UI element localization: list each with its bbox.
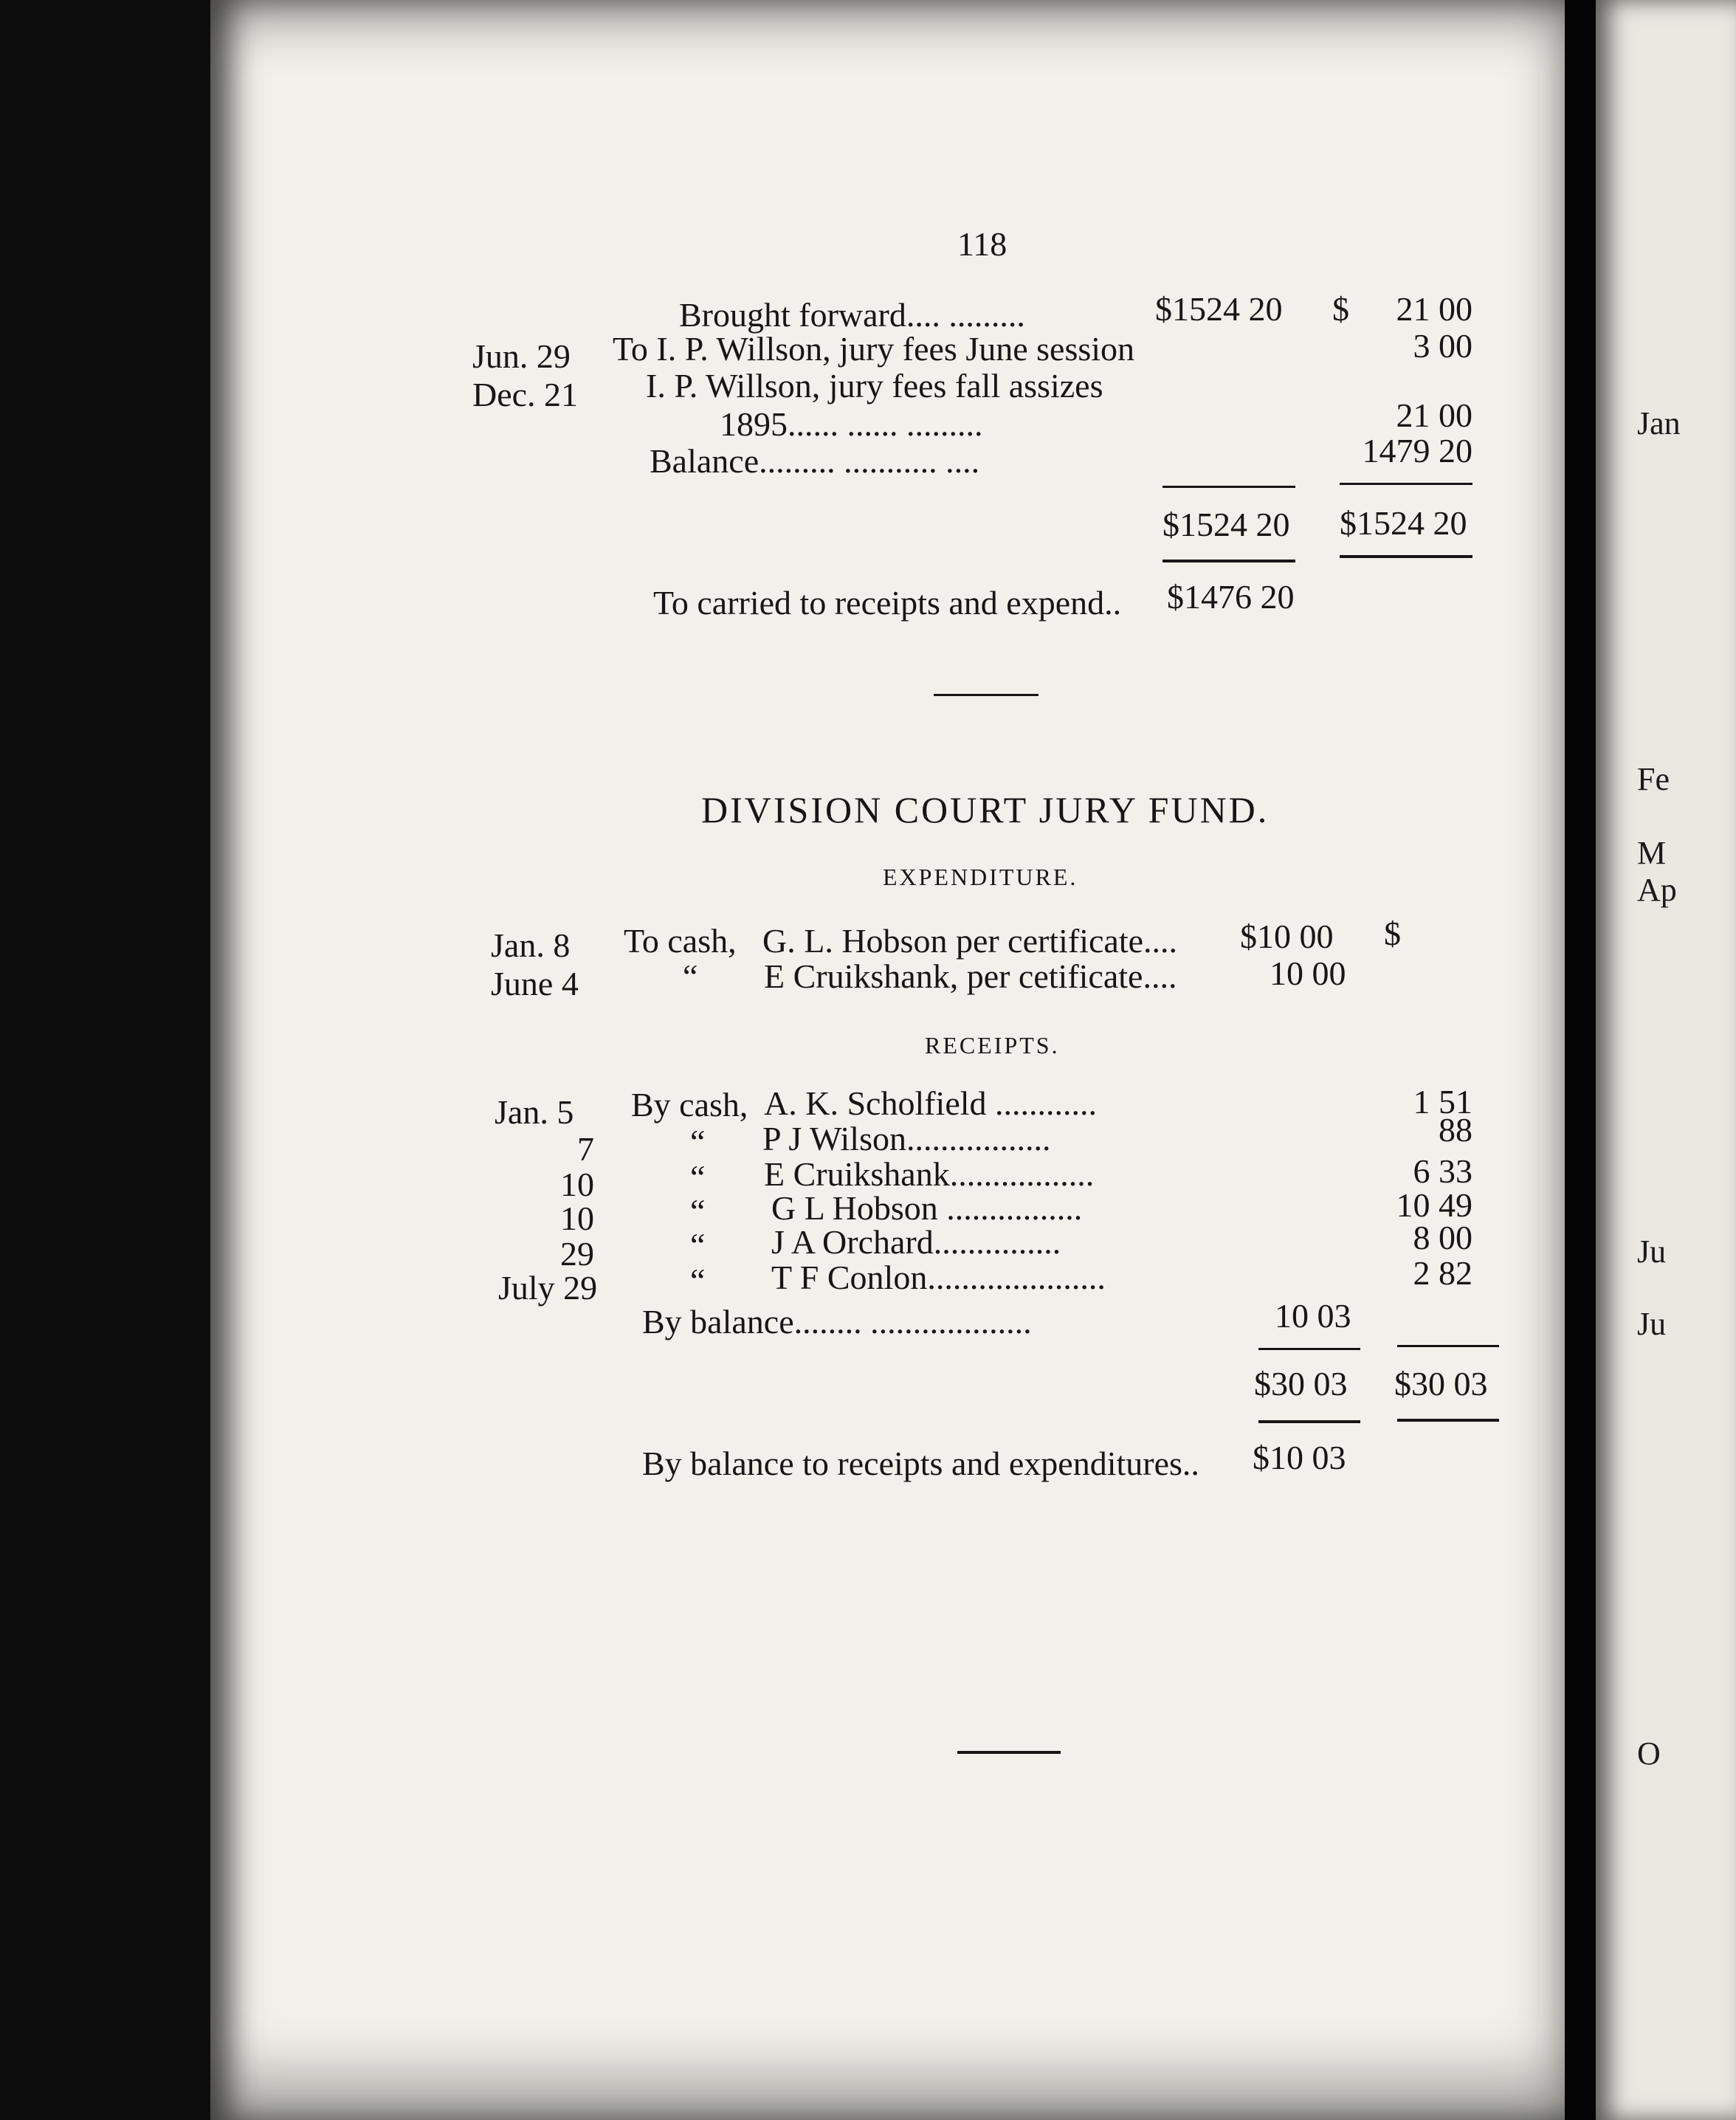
facing-fragment: O: [1637, 1735, 1661, 1772]
rec-desc: E Cruikshank.................: [764, 1155, 1095, 1193]
ledger-page: [210, 0, 1565, 2120]
rule-col2-bottom: [1397, 1419, 1499, 1422]
row-date: Jun. 29: [472, 337, 571, 375]
rec-desc: T F Conlon.....................: [771, 1259, 1106, 1296]
facing-fragment: Ju: [1637, 1233, 1667, 1270]
balance-desc: By balance........ ...................: [642, 1303, 1032, 1341]
exp-prefix: To cash,: [624, 922, 737, 960]
carried-desc: To carried to receipts and expend..: [653, 584, 1122, 622]
final-desc: By balance to receipts and expenditures..: [642, 1445, 1199, 1482]
facing-fragment: Fe: [1637, 761, 1670, 797]
row-desc: Balance......... ........... ....: [650, 442, 980, 480]
exp-col2: $: [1384, 915, 1401, 952]
exp-prefix: “: [683, 957, 698, 995]
page-number: 118: [957, 225, 1008, 263]
book-gutter: [1565, 0, 1596, 2120]
rec-date: Jan. 5: [495, 1093, 574, 1131]
rec-amount: 8 00: [1413, 1219, 1472, 1256]
expenditure-heading: EXPENDITURE.: [883, 864, 1078, 890]
rec-desc: G L Hobson ................: [771, 1189, 1083, 1227]
rec-date: 10: [560, 1200, 594, 1237]
final-amount: $10 03: [1253, 1439, 1346, 1476]
rec-date: July 29: [498, 1269, 598, 1307]
exp-desc: E Cruikshank, per cetificate....: [764, 957, 1177, 995]
rec-prefix: “: [690, 1192, 706, 1230]
dollar-sign: $: [1332, 290, 1349, 328]
amount-col2: 3 00: [1413, 327, 1472, 365]
section-separator: [934, 694, 1038, 696]
total-col1: $1524 20: [1162, 506, 1290, 543]
facing-fragment: M: [1637, 835, 1667, 871]
row-desc: Brought forward.... .........: [679, 296, 1025, 334]
rec-prefix: “: [690, 1158, 706, 1196]
amount-col1: $1524 20: [1155, 290, 1283, 328]
section-title: DIVISION COURT JURY FUND.: [701, 789, 1270, 830]
amount-col2: 21 00: [1396, 290, 1472, 328]
rec-prefix: “: [690, 1262, 706, 1299]
rec-prefix: By cash,: [631, 1086, 748, 1123]
amount-col2: 21 00: [1396, 396, 1472, 434]
rec-prefix: “: [690, 1226, 706, 1264]
facing-page-edge: [1596, 0, 1736, 2120]
exp-date: Jan. 8: [491, 926, 571, 964]
exp-date: June 4: [491, 965, 579, 1002]
carried-amount: $1476 20: [1167, 578, 1295, 616]
rule-col1-bottom: [1258, 1420, 1360, 1423]
rec-date: 10: [560, 1166, 594, 1203]
rec-amount: 6 33: [1413, 1152, 1472, 1190]
rec-desc: A. K. Scholfield ............: [764, 1084, 1098, 1122]
rec-amount: 10 49: [1396, 1186, 1472, 1224]
row-desc: I. P. Willson, jury fees fall assizes: [646, 367, 1103, 405]
rec-prefix: “: [690, 1123, 706, 1160]
rec-amount: 88: [1439, 1111, 1472, 1149]
facing-fragment: Jan: [1637, 405, 1681, 441]
total-col2: $1524 20: [1340, 504, 1467, 542]
facing-fragment: Ju: [1637, 1306, 1667, 1342]
rec-amount: 2 82: [1413, 1254, 1472, 1292]
total-col2: $30 03: [1394, 1365, 1488, 1403]
rule-col1-top: [1162, 486, 1295, 488]
bottom-separator: [957, 1751, 1061, 1754]
rec-desc: P J Wilson.................: [762, 1120, 1051, 1157]
exp-amount: 10 00: [1270, 954, 1346, 992]
rec-date: 7: [577, 1130, 594, 1168]
balance-amount: 10 03: [1275, 1297, 1351, 1335]
exp-amount: $10 00: [1240, 918, 1334, 955]
rule-col2-top: [1340, 483, 1472, 485]
rec-date: 29: [560, 1235, 594, 1273]
receipts-heading: RECEIPTS.: [925, 1032, 1060, 1059]
row-date: Dec. 21: [472, 376, 579, 413]
rule-col1-top: [1258, 1348, 1360, 1350]
rule-col1-bottom: [1162, 560, 1295, 562]
exp-desc: G. L. Hobson per certificate....: [762, 922, 1178, 960]
rule-col2-top: [1397, 1345, 1499, 1347]
row-desc: 1895...... ...... .........: [720, 405, 983, 443]
row-desc: To I. P. Willson, jury fees June session: [613, 330, 1135, 368]
total-col1: $30 03: [1254, 1365, 1348, 1403]
rec-desc: J A Orchard...............: [771, 1223, 1061, 1261]
amount-col2: 1479 20: [1362, 432, 1472, 469]
rule-col2-bottom: [1340, 555, 1472, 558]
film-edge-left: [0, 0, 210, 2120]
facing-fragment: Ap: [1637, 872, 1677, 908]
rec-amount: 1 51: [1413, 1083, 1472, 1121]
